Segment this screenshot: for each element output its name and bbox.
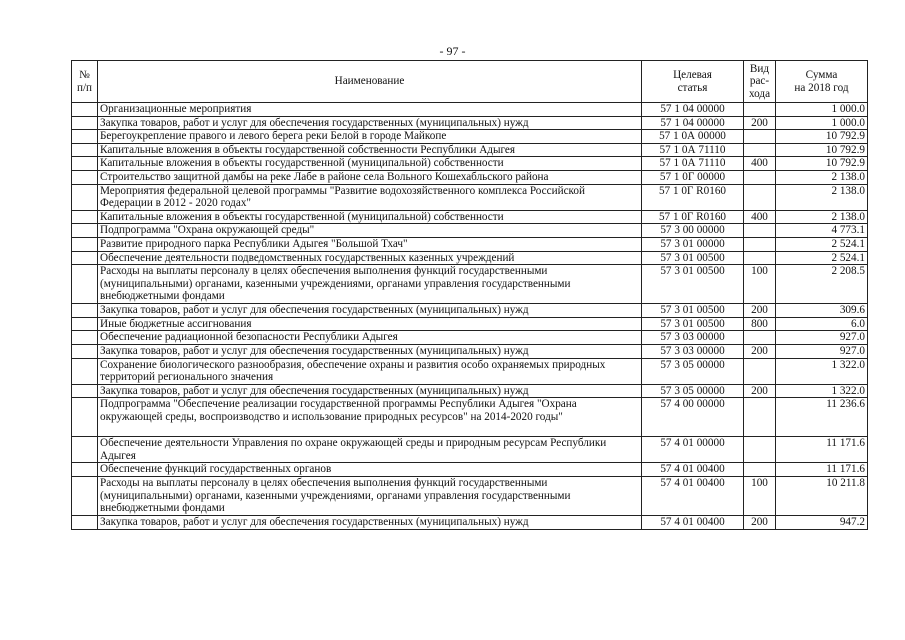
table-header (72, 61, 868, 103)
table-body (72, 103, 868, 530)
row-name-cell: Капитальные вложения в объекты государственной (муниципальной) собственности (98, 210, 642, 224)
row-kind-cell: 200 (744, 116, 776, 130)
row-name-cell: Мероприятия федеральной целевой программы "Развитие водохозяйственного комплекса Российской Федерации в 2012 - 2020 годах" (98, 184, 642, 210)
row-name-cell: Закупка товаров, работ и услуг для обеспечения государственных (муниципальных) нужд (98, 384, 642, 398)
row-name-cell: Закупка товаров, работ и услуг для обеспечения государственных (муниципальных) нужд (98, 516, 642, 530)
row-code-cell: 57 3 00 00000 (642, 224, 744, 238)
row-name-cell: Закупка товаров, работ и услуг для обеспечения государственных (муниципальных) нужд (98, 116, 642, 130)
row-num-cell (72, 516, 98, 530)
table-row (72, 463, 868, 477)
row-kind-cell (744, 331, 776, 345)
row-code-cell: 57 1 0Г R0160 (642, 210, 744, 224)
row-code-cell: 57 3 01 00000 (642, 237, 744, 251)
table-row (72, 516, 868, 530)
header-num: № п/п (72, 61, 98, 103)
table-row (72, 184, 868, 210)
header-code: Целевая статья (642, 61, 744, 103)
row-kind-cell: 800 (744, 317, 776, 331)
row-kind-cell (744, 103, 776, 117)
row-code-cell: 57 4 01 00000 (642, 437, 744, 463)
row-kind-cell (744, 130, 776, 144)
row-kind-cell: 200 (744, 384, 776, 398)
row-num-cell (72, 170, 98, 184)
row-kind-cell (744, 143, 776, 157)
row-num-cell (72, 477, 98, 516)
row-name-cell: Закупка товаров, работ и услуг для обеспечения государственных (муниципальных) нужд (98, 304, 642, 318)
row-num-cell (72, 184, 98, 210)
table-row (72, 130, 868, 144)
row-code-cell: 57 3 01 00500 (642, 265, 744, 304)
header-kind: Вид рас- хода (744, 61, 776, 103)
row-num-cell (72, 237, 98, 251)
row-num-cell (72, 143, 98, 157)
row-code-cell: 57 4 01 00400 (642, 463, 744, 477)
row-num-cell (72, 344, 98, 358)
row-sum-cell: 2 138.0 (776, 210, 868, 224)
row-code-cell: 57 1 0Г R0160 (642, 184, 744, 210)
row-code-cell: 57 3 05 00000 (642, 358, 744, 384)
table-row (72, 210, 868, 224)
row-code-cell: 57 1 0Г 00000 (642, 170, 744, 184)
row-kind-cell (744, 184, 776, 210)
table-row (72, 437, 868, 463)
table-row (72, 384, 868, 398)
row-num-cell (72, 224, 98, 238)
row-name-cell: Обеспечение деятельности Управления по охране окружающей среды и природным ресурсам Республики Адыгея (98, 437, 642, 463)
table-row (72, 344, 868, 358)
row-code-cell: 57 3 03 00000 (642, 331, 744, 345)
row-code-cell: 57 3 03 00000 (642, 344, 744, 358)
row-kind-cell (744, 463, 776, 477)
row-sum-cell: 1 322.0 (776, 384, 868, 398)
row-num-cell (72, 304, 98, 318)
row-name-cell: Обеспечение функций государственных органов (98, 463, 642, 477)
header-name: Наименование (98, 61, 642, 103)
row-sum-cell: 927.0 (776, 344, 868, 358)
row-num-cell (72, 157, 98, 171)
row-num-cell (72, 331, 98, 345)
table-row (72, 304, 868, 318)
row-code-cell: 57 3 01 00500 (642, 304, 744, 318)
row-sum-cell: 2 524.1 (776, 251, 868, 265)
row-name-cell: Обеспечение деятельности подведомственных государственных казенных учреждений (98, 251, 642, 265)
row-name-cell: Берегоукрепление правого и левого берега реки Белой в городе Майкопе (98, 130, 642, 144)
row-code-cell: 57 1 0А 00000 (642, 130, 744, 144)
row-sum-cell: 6.0 (776, 317, 868, 331)
row-code-cell: 57 1 04 00000 (642, 116, 744, 130)
row-code-cell: 57 4 01 00400 (642, 516, 744, 530)
row-kind-cell: 200 (744, 304, 776, 318)
row-kind-cell: 200 (744, 344, 776, 358)
row-sum-cell: 1 322.0 (776, 358, 868, 384)
row-name-cell: Расходы на выплаты персоналу в целях обеспечения выполнения функций государственными (муниципальными) органами, казенными учреждениями, органами управления государственными внебюджетными фондами (98, 265, 642, 304)
row-num-cell (72, 437, 98, 463)
row-sum-cell: 1 000.0 (776, 103, 868, 117)
row-name-cell: Строительство защитной дамбы на реке Лабе в районе села Вольного Кошехабльского района (98, 170, 642, 184)
table-row (72, 398, 868, 437)
row-num-cell (72, 265, 98, 304)
row-code-cell: 57 4 01 00400 (642, 477, 744, 516)
header-sum: Сумма на 2018 год (776, 61, 868, 103)
table-row (72, 251, 868, 265)
row-sum-cell: 11 171.6 (776, 437, 868, 463)
row-code-cell: 57 3 05 00000 (642, 384, 744, 398)
table-row (72, 157, 868, 171)
row-num-cell (72, 116, 98, 130)
row-sum-cell: 4 773.1 (776, 224, 868, 238)
table-row (72, 477, 868, 516)
row-name-cell: Развитие природного парка Республики Адыгея "Большой Тхач" (98, 237, 642, 251)
row-code-cell: 57 4 00 00000 (642, 398, 744, 437)
row-kind-cell: 100 (744, 477, 776, 516)
row-name-cell: Сохранение биологического разнообразия, обеспечение охраны и развития особо охраняемых природных территорий регионального значения (98, 358, 642, 384)
table-row (72, 237, 868, 251)
row-kind-cell (744, 237, 776, 251)
row-sum-cell: 1 000.0 (776, 116, 868, 130)
table-row (72, 265, 868, 304)
row-num-cell (72, 384, 98, 398)
row-kind-cell (744, 170, 776, 184)
page-number: - 97 - (439, 44, 466, 58)
row-sum-cell: 10 211.8 (776, 477, 868, 516)
row-kind-cell (744, 224, 776, 238)
row-sum-cell: 10 792.9 (776, 130, 868, 144)
row-sum-cell: 2 524.1 (776, 237, 868, 251)
row-kind-cell: 400 (744, 157, 776, 171)
row-kind-cell (744, 437, 776, 463)
row-name-cell: Капитальные вложения в объекты государственной собственности Республики Адыгея (98, 143, 642, 157)
table-row (72, 358, 868, 384)
table-row (72, 224, 868, 238)
row-sum-cell: 10 792.9 (776, 157, 868, 171)
row-sum-cell: 11 236.6 (776, 398, 868, 437)
row-name-cell: Подпрограмма "Охрана окружающей среды" (98, 224, 642, 238)
row-kind-cell: 400 (744, 210, 776, 224)
row-sum-cell: 2 208.5 (776, 265, 868, 304)
table-row (72, 331, 868, 345)
row-name-cell: Расходы на выплаты персоналу в целях обеспечения выполнения функций государственными (муниципальными) органами, казенными учреждениями, органами управления государственными внебюджетными фондами (98, 477, 642, 516)
row-sum-cell: 11 171.6 (776, 463, 868, 477)
table-row (72, 116, 868, 130)
table-row (72, 143, 868, 157)
row-name-cell: Иные бюджетные ассигнования (98, 317, 642, 331)
table-row (72, 170, 868, 184)
row-sum-cell: 10 792.9 (776, 143, 868, 157)
row-kind-cell (744, 398, 776, 437)
row-kind-cell: 200 (744, 516, 776, 530)
row-sum-cell: 309.6 (776, 304, 868, 318)
row-sum-cell: 2 138.0 (776, 170, 868, 184)
row-num-cell (72, 358, 98, 384)
row-num-cell (72, 130, 98, 144)
row-name-cell: Подпрограмма "Обеспечение реализации государственной программы Республики Адыгея "Охрана окружающей среды, воспроизводство и использование природных ресурсов" на 2014-2020 годы" (98, 398, 642, 437)
row-kind-cell: 100 (744, 265, 776, 304)
row-sum-cell: 947.2 (776, 516, 868, 530)
row-num-cell (72, 463, 98, 477)
row-sum-cell: 2 138.0 (776, 184, 868, 210)
row-num-cell (72, 317, 98, 331)
row-name-cell: Закупка товаров, работ и услуг для обеспечения государственных (муниципальных) нужд (98, 344, 642, 358)
budget-table (71, 60, 868, 530)
row-code-cell: 57 1 0А 71110 (642, 143, 744, 157)
row-num-cell (72, 398, 98, 437)
row-num-cell (72, 210, 98, 224)
row-name-cell: Обеспечение радиационной безопасности Республики Адыгея (98, 331, 642, 345)
row-code-cell: 57 3 01 00500 (642, 251, 744, 265)
row-kind-cell (744, 251, 776, 265)
table-row (72, 317, 868, 331)
row-name-cell: Капитальные вложения в объекты государственной (муниципальной) собственности (98, 157, 642, 171)
row-code-cell: 57 1 04 00000 (642, 103, 744, 117)
table-row (72, 103, 868, 117)
row-kind-cell (744, 358, 776, 384)
header-row (72, 61, 868, 103)
row-code-cell: 57 3 01 00500 (642, 317, 744, 331)
row-code-cell: 57 1 0А 71110 (642, 157, 744, 171)
row-sum-cell: 927.0 (776, 331, 868, 345)
row-num-cell (72, 103, 98, 117)
row-num-cell (72, 251, 98, 265)
row-name-cell: Организационные мероприятия (98, 103, 642, 117)
